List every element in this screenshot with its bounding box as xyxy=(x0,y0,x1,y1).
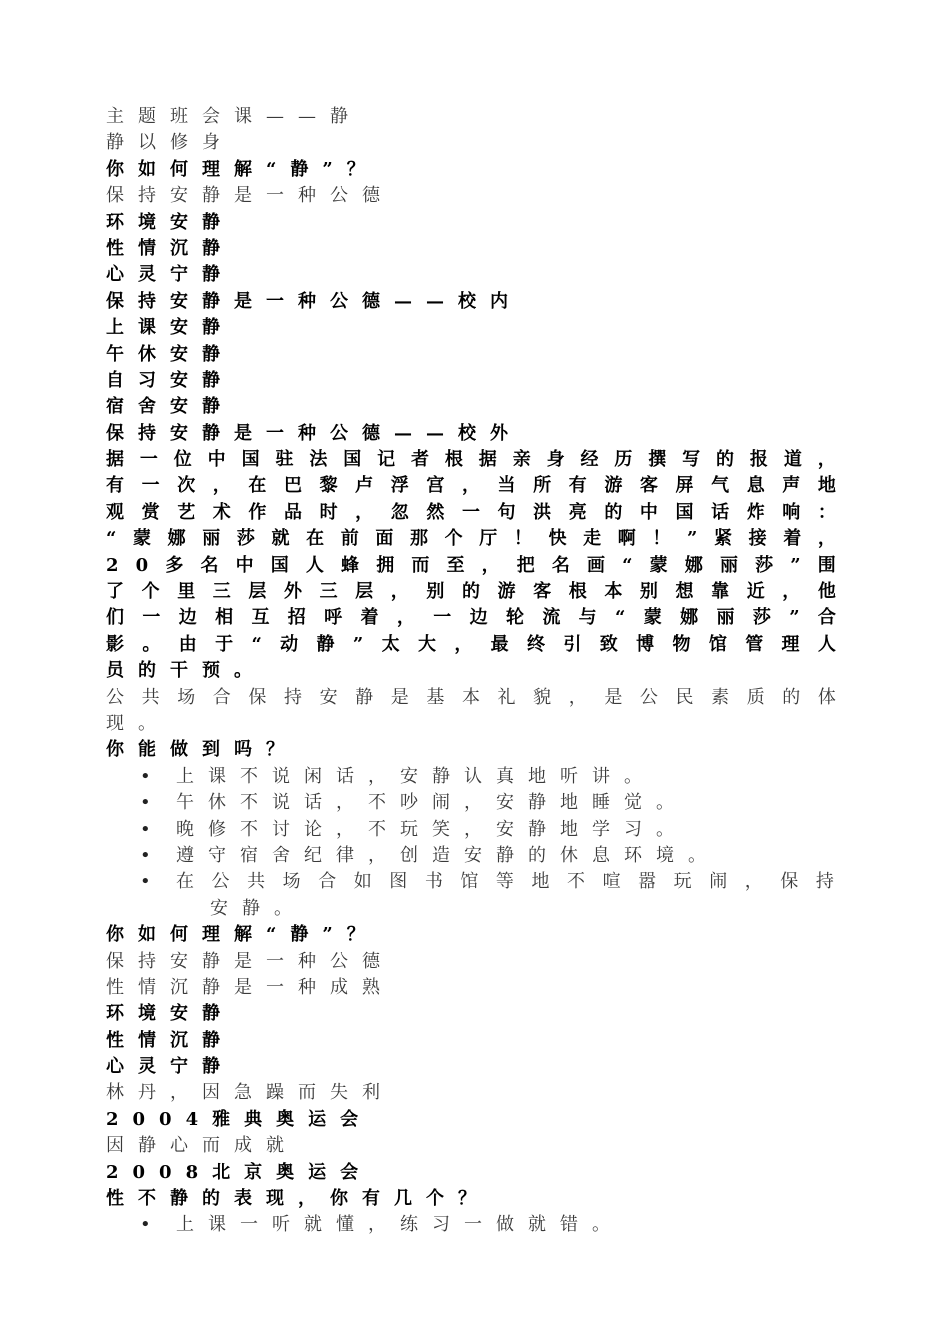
bullet-text: 上课不说闲话，安静认真地听讲。 xyxy=(176,765,656,787)
bullet-icon: • xyxy=(140,1214,165,1236)
bullet-item xyxy=(106,1212,836,1238)
heading-line: 午休安静 xyxy=(106,343,234,365)
heading-line: 你如何理解“静”？ xyxy=(106,924,379,946)
text-line: 林丹，因急躁而失利 xyxy=(106,1082,394,1104)
heading-line: 性情沉静 xyxy=(106,237,234,259)
bullet-item xyxy=(106,869,836,895)
heading-line: 宿舍安静 xyxy=(106,396,234,418)
bullet-text: 上课一听就懂，练习一做就错。 xyxy=(176,1214,624,1236)
heading-line: 2008北京奥运会 xyxy=(106,1161,373,1183)
text-line: 性情沉静是一种成熟 xyxy=(106,976,394,998)
paragraph-line: 观 赏 艺 术 作 品 时 ， 忽 然 一 句 洪 亮 的 中 国 话 炸 响 ： xyxy=(106,501,836,523)
heading-line: 环境安静 xyxy=(106,1003,234,1025)
heading-line: 心灵宁静 xyxy=(106,264,234,286)
bullet-item xyxy=(106,896,836,922)
paragraph-line: “ 蒙 娜 丽 莎 就 在 前 面 那 个 厅 ！ 快 走 啊 ！ ” 紧 接 着 ， xyxy=(106,528,836,550)
bullet-text: 午休不说话，不吵闹，安静地睡觉。 xyxy=(176,792,688,814)
heading-line: 环境安静 xyxy=(106,211,234,233)
paragraph-line: 了 个 里 三 层 外 三 层 ， 别 的 游 客 根 本 别 想 靠 近 ， 他 xyxy=(106,581,836,603)
bullet-item xyxy=(106,843,836,869)
heading-line: 员的干预。 xyxy=(106,660,266,682)
heading-line: 性情沉静 xyxy=(106,1029,234,1051)
bullet-item xyxy=(106,817,836,843)
bullet-text: 晚修不讨论，不玩笑，安静地学习。 xyxy=(176,818,688,840)
text-line: 主题班会课——静 xyxy=(106,106,362,127)
heading-line: 上课安静 xyxy=(106,317,234,339)
bullet-icon: • xyxy=(140,818,165,840)
bullet-item xyxy=(106,790,836,816)
paragraph-line: 据 一 位 中 国 驻 法 国 记 者 根 据 亲 身 经 历 撰 写 的 报 道 ， xyxy=(106,449,836,471)
bullet-icon: • xyxy=(140,792,165,814)
heading-line: 心灵宁静 xyxy=(106,1056,234,1078)
document-body xyxy=(106,104,836,1239)
heading-line: 2004雅典奥运会 xyxy=(106,1108,373,1130)
text-line: 现。 xyxy=(106,712,170,734)
bullet-icon: • xyxy=(140,844,165,866)
heading-line: 你如何理解“静”？ xyxy=(106,158,379,180)
paragraph-line: 有 一 次 ， 在 巴 黎 卢 浮 宫 ， 当 所 有 游 客 屏 气 息 声 地 xyxy=(106,475,836,497)
text-line: 保持安静是一种公德 xyxy=(106,950,394,972)
paragraph-line: 公 共 场 合 保 持 安 静 是 基 本 礼 貌 ， 是 公 民 素 质 的 体 xyxy=(106,686,836,708)
text-line: 静以修身 xyxy=(106,132,234,154)
bullet-text: 安静。 xyxy=(210,897,306,919)
bullet-icon: • xyxy=(140,765,165,787)
paragraph-line: 影 。 由 于 “ 动 静 ” 太 大 ， 最 终 引 致 博 物 馆 管 理 人 xyxy=(106,633,836,655)
bullet-text: 在 公 共 场 合 如 图 书 馆 等 地 不 喧 嚣 玩 闹 ， 保 持 xyxy=(176,871,834,893)
heading-line: 保持安静是一种公德——校内 xyxy=(106,290,522,312)
paragraph-line: 们 一 边 相 互 招 呼 着 ， 一 边 轮 流 与 “ 蒙 娜 丽 莎 ” 合 xyxy=(106,607,836,629)
heading-line: 保持安静是一种公德——校外 xyxy=(106,422,522,444)
text-line: 因静心而成就 xyxy=(106,1135,298,1157)
text-line: 保持安静是一种公德 xyxy=(106,185,394,207)
bullet-icon: • xyxy=(140,871,165,893)
bullet-item xyxy=(106,764,836,790)
paragraph-line: 2 0 多 名 中 国 人 蜂 拥 而 至 ， 把 名 画 “ 蒙 娜 丽 莎 ” 围 xyxy=(106,554,836,576)
heading-line: 自习安静 xyxy=(106,369,234,391)
heading-line: 性不静的表现，你有几个？ xyxy=(106,1188,490,1210)
bullet-text: 遵守宿舍纪律，创造安静的休息环境。 xyxy=(176,844,720,866)
heading-line: 你能做到吗？ xyxy=(106,739,298,761)
